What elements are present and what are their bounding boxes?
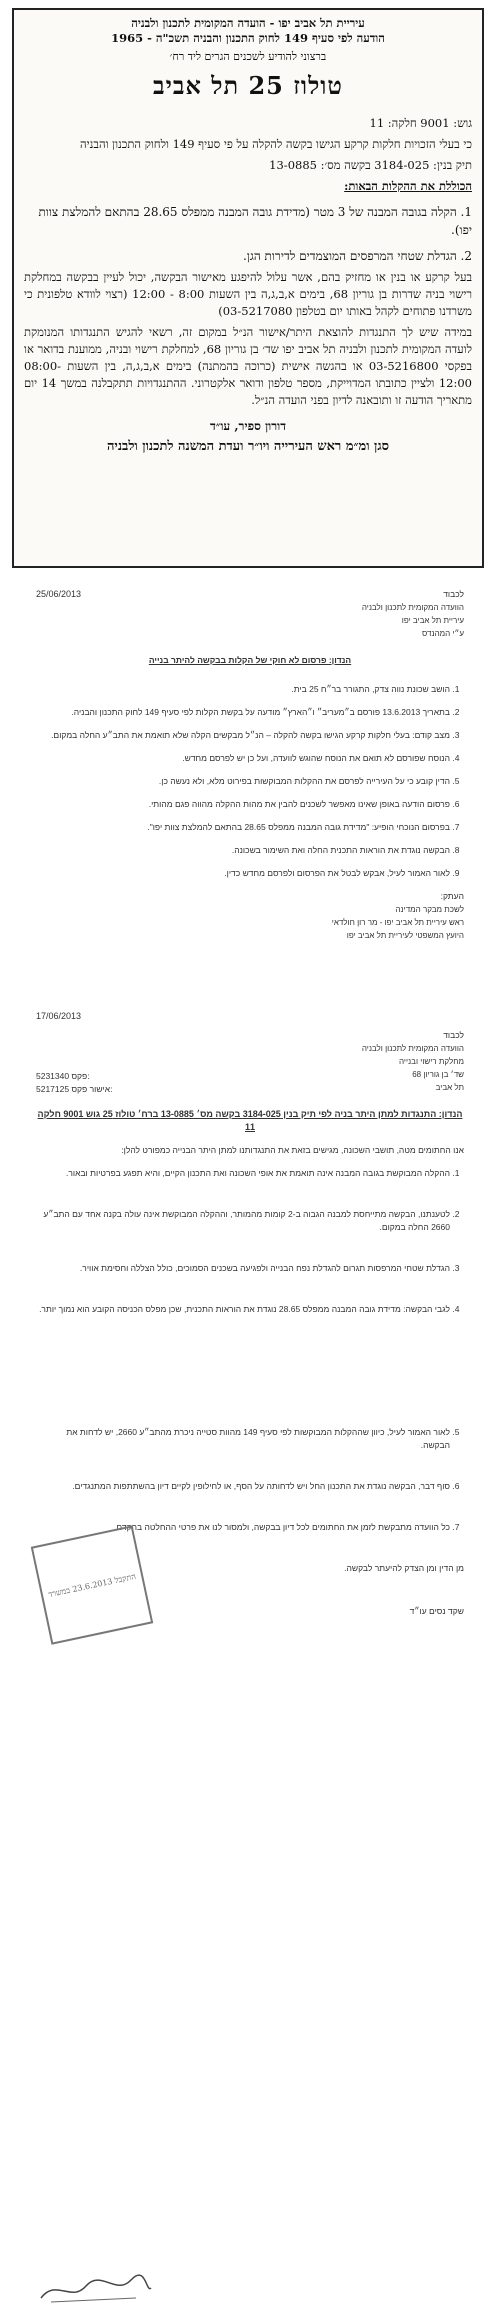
letter1-item: 9. לאור האמור לעיל, אבקש לבטל את הפרסום ולפרסם מחדש כדין. xyxy=(36,867,450,880)
letter1-to-label: לכבוד xyxy=(443,589,464,599)
letter1-item: 2. בתאריך 13.6.2013 פורסם ב״מעריב״ ו״הארץ״ מודעה על בקשת הקלות לפי סעיף 149 לחוק התכנון והבניה. xyxy=(36,706,450,719)
letter1-item: 4. הנוסח שפורסם לא תואם את הנוסח שהוגש לוועדה, ועל כן יש לפרסם מחדש. xyxy=(36,752,450,765)
letter2-subject-text: הנדון: התנגדות למתן היתר בניה לפי תיק בנין 3184-025 בקשה מס׳ 13-0885 ברח׳ טולוז 25 גוש 9001 חלקה 11 xyxy=(37,1109,463,1132)
letter2-confirm: 5217125 xyxy=(36,1084,70,1094)
letter1-item: 7. בפרסום הנוכחי הופיע: "מדידת גובה המבנה ממפלס 28.65 בהתאם להמלצת צוות יפו". xyxy=(36,821,450,834)
letter1-cc-item: ראש עיריית תל אביב יפו - מר רון חולדאי xyxy=(331,918,464,927)
letter1-to-line3: ע״י המהנדס xyxy=(422,629,464,638)
letter1-item: 5. הדין קובע כי על העירייה לפרסם את ההקלות המבוקשות בפירוט מלא, ולא נעשה כן. xyxy=(36,775,450,788)
letter2-item: 6. סוף דבר, הבקשה נוגדת את התכנון החל ויש לדחותה על הסף, או לחילופין לקיים דיון בהשתתפות המתנגדים. xyxy=(36,1480,450,1493)
letter2-item: 7. כל הוועדה מתבקשת לזמן את החתומים לכל דיון בבקשה, ולמסור לנו את פרטי ההחלטה בהקדם. xyxy=(36,1521,450,1534)
letter1-item: 3. מצב קודם: בעלי חלקות קרקע הגישו בקשה להקלה – הנ״ל מבקשים הקלה שלא תואמת את התב״ע החלה במקום. xyxy=(36,729,450,742)
letter1-subject: הנדון: פרסום לא חוקי של הקלות בבקשה להיתר בנייה xyxy=(148,655,352,665)
notice-title: טולוז 25 תל אביב xyxy=(153,71,343,100)
letter2-date: 17/06/2013 xyxy=(36,1011,82,1021)
notice-header-2: הודעה לפי סעיף 149 לחוק התכנון והבניה תשכ"ה - 1965 xyxy=(111,31,385,45)
letter1-cc-label: העתק: xyxy=(440,891,464,901)
letter1-item: 1. הושב שכונת נווה צדק, התגורר בר״ח 25 בית. xyxy=(36,683,450,696)
letter1-to-line2: עיריית תל אביב יפו xyxy=(401,616,464,625)
letter1-cc-item: היועץ המשפטי לעיריית תל אביב יפו xyxy=(346,931,464,940)
notice-paragraph-1: בעל קרקע או בנין או מחזיק בהם, אשר עלול להיפגע מאישור הבקשה, יכול לעיין בבקשה במחלקת רישוי בניה שדרות בן גוריון 68, בימים א,ב,ג,ה בין השעות 8:00 - 12:00 (רצוי לוודא טלפונית כי משרדנו פתוחים לקהל באותו יום בטלפון 03-5217080) xyxy=(24,270,473,318)
handwritten-signature xyxy=(36,2268,156,2308)
letter2-item: 1. ההקלה המבוקשת בגובה המבנה אינה תואמת את אופי השכונה ואת התכנון הקיים, והיא תפגע בפרטיות ובאור. xyxy=(36,1167,450,1180)
notice-file: תיק בנין: 3184-025 בקשה מס׳: 13-0885 xyxy=(269,158,472,172)
letter2-signature-label: שקד נסים עו״ד xyxy=(409,1606,464,1616)
letter2-to-line3: שד׳ בן גוריון 68 xyxy=(412,1070,464,1079)
letter1-items xyxy=(36,683,464,880)
letter2-to-line2: מחלקת רישוי ובנייה xyxy=(398,1057,464,1066)
letter1-item: 8. הבקשה נוגדת את הוראות התכנית החלה ואת השימור בשכונה. xyxy=(36,844,450,857)
notice-intro: כי בעלי הזכויות חלקות קרקע הגישו בקשה להקלה על פי סעיף 149 ולחוק התכנון והבניה xyxy=(80,137,472,151)
notice-gush: גוש: 9001 חלקה: 11 xyxy=(369,116,472,130)
letter2-item: 5. לאור האמור לעיל, כיוון שההקלות המבוקשות לפי סעיף 149 מהוות סטייה ניכרת מהתב״ע 2660, יש לדחות את הבקשה. xyxy=(36,1426,450,1452)
letter2-items xyxy=(36,1167,464,1534)
letter1-date: 25/06/2013 xyxy=(36,589,82,599)
letter2-intro: אנו החתומים מטה, תושבי השכונה, מגישים בזאת את התנגדותנו למתן היתר הבנייה כמפורט להלן: xyxy=(121,1145,464,1155)
letter1-item: 6. פרסום הודעה באופן שאינו מאפשר לשכנים להבין את מהות ההקלה מהווה פגם מהותי. xyxy=(36,798,450,811)
notice-header-1: עיריית תל אביב יפו - הועדה המקומית לתכנון ולבניה xyxy=(131,16,365,30)
letter2-closing: מן הדין ומן הצדק להיעתר לבקשה. xyxy=(344,1563,464,1573)
public-notice xyxy=(12,8,484,568)
notice-signer-title: סגן ומ״מ ראש העירייה ויו״ר ועדת המשנה לתכנון ולבניה xyxy=(106,439,390,454)
letter2-confirm-label: אישור פקס: xyxy=(71,1084,113,1094)
letter2-fax: 5231340 xyxy=(36,1071,70,1081)
stamp-text: התקבל 23.6.2013 במשרד xyxy=(47,1571,137,1599)
notice-signer: דורון ספיר, עו״ד xyxy=(210,419,286,433)
objection-letter-2 xyxy=(0,1010,500,2312)
notice-includes: הכוללת את ההקלות הבאות: xyxy=(344,179,472,193)
letter2-item: 4. לגבי הבקשה: מדידת גובה המבנה ממפלס 28.65 נוגדת את הוראות התכנית, שכן מפלס הכניסה הקובע הוא נמוך יותר. xyxy=(36,1303,450,1316)
letter2-to-label: לכבוד xyxy=(443,1030,464,1040)
letter2-fax-label: פקס: xyxy=(71,1071,90,1081)
notice-item-2: 2. הגדלת שטחי המרפסים המוצמדים לדירות הגן. xyxy=(242,249,472,263)
letter2-item: 3. הגדלת שטחי המרפסות תגרום להגדלת נפח הבנייה ולפגיעה בשכנים הסמוכים, כולל הצללה וחסימת אוויר. xyxy=(36,1262,450,1275)
letter1-cc-item: לשכת מבקר המדינה xyxy=(395,905,464,914)
notice-item-1: 1. הקלה בגובה המבנה של 3 מטר (מדידת גובה המבנה ממפלס 28.65 בהתאם להמלצת צוות יפו). xyxy=(38,205,472,237)
letter2-subject xyxy=(36,1108,464,1134)
objection-letter-1 xyxy=(0,588,500,1008)
notice-paragraph-2: במידה שיש לך התנגדות להוצאת היתר/אישור הנ״ל במקום זה, רשאי להגיש התנגדותו המנומקת לועדה המקומית לתכנון ולבניה תל אביב יפו שד׳ בן גוריון 68, למחלקת רישוי ובניה, ממוענת בדואר או בפקסי 03-5216800 או בהגשה אישית (כרוכה בהמתנה) בימים א,ב,ג,ה, בין השעות 08:00-12:00 ולציין כתובתו המדוייקת, מספר טלפון ודואר אלקטרוני. ההתנגדויות תתקבלנה במשך 14 יום מתאריך הודעה זו ותובאנה לדיון בפני הועדה הנ״ל. xyxy=(24,325,473,407)
notice-subheader: ברצוני להודיע לשכנים הגרים ליד רח׳ xyxy=(169,50,327,63)
letter1-to-line1: הוועדה המקומית לתכנון ולבניה xyxy=(361,603,464,612)
letter2-item: 2. לטענתנו, הבקשה מתייחסת למבנה הגבוה ב-2 קומות מהמותר, וההקלה המבוקשת אינה עולה בקנה אחד עם התב״ע 2660 החלה במקום. xyxy=(36,1208,450,1234)
received-stamp xyxy=(31,1525,154,1644)
letter2-fax-block xyxy=(36,1070,464,1096)
letter2-to-line4: תל אביב xyxy=(435,1083,464,1092)
letter2-to-line1: הוועדה המקומית לתכנון ולבניה xyxy=(361,1044,464,1053)
